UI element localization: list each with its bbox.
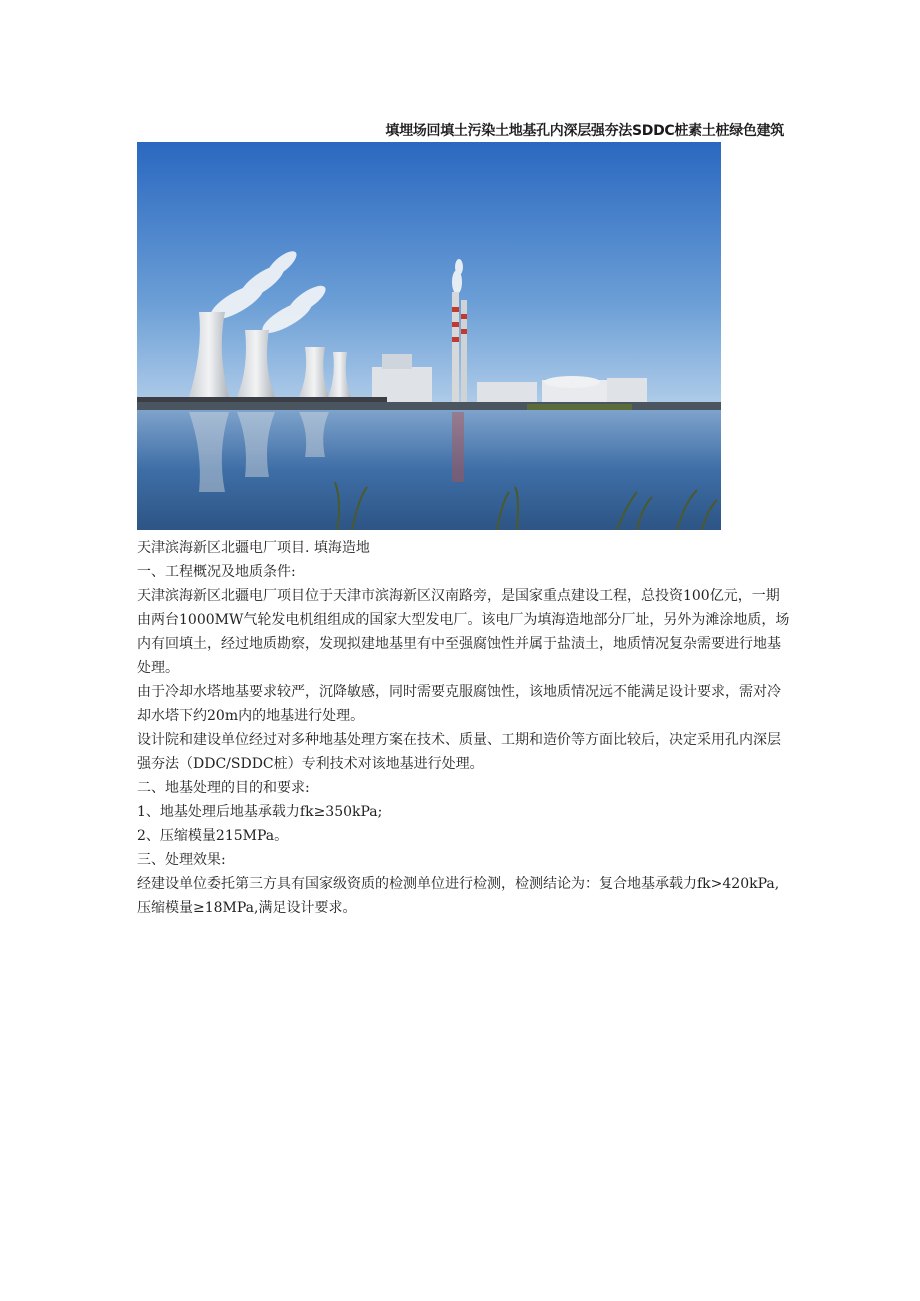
paragraph: 设计院和建设单位经过对多种地基处理方案在技术、质量、工期和造价等方面比较后，决定采用孔内深层强夯法（DDC/SDDC桩）专利技术对该地基进行处理。 <box>137 732 781 772</box>
document-body <box>137 536 792 920</box>
requirement-item: 2、压缩模量215MPa。 <box>137 828 289 844</box>
paragraph: 经建设单位委托第三方具有国家级资质的检测单位进行检测，检测结论为：复合地基承载力fk>420kPa,压缩模量≥18MPa,满足设计要求。 <box>137 876 780 916</box>
power-plant-photo <box>137 142 721 530</box>
paragraph: 由于冷却水塔地基要求较严，沉降敏感，同时需要克服腐蚀性，该地质情况远不能满足设计要求，需对冷却水塔下约20m内的地基进行处理。 <box>137 684 781 724</box>
photo-caption: 天津滨海新区北疆电厂项目. 填海造地 <box>137 540 370 556</box>
section-heading: 一、工程概况及地质条件: <box>137 564 296 580</box>
requirement-item: 1、地基处理后地基承载力fk≥350kPa; <box>137 804 383 820</box>
section-heading: 二、地基处理的目的和要求: <box>137 780 310 796</box>
section-heading: 三、处理效果: <box>137 852 226 868</box>
page-title: 填埋场回填土污染土地基孔内深层强夯法SDDC桩素土桩绿色建筑 <box>385 123 784 139</box>
paragraph: 天津滨海新区北疆电厂项目位于天津市滨海新区汉南路旁，是国家重点建设工程，总投资100亿元，一期由两台1000MW气轮发电机组组成的国家大型发电厂。该电厂为填海造地部分厂址，另外为滩涂地质，场内有回填土，经过地质勘察，发现拟建地基里有中至强腐蚀性并属于盐渍土，地质情况复杂需要进行地基处理。 <box>137 588 790 676</box>
